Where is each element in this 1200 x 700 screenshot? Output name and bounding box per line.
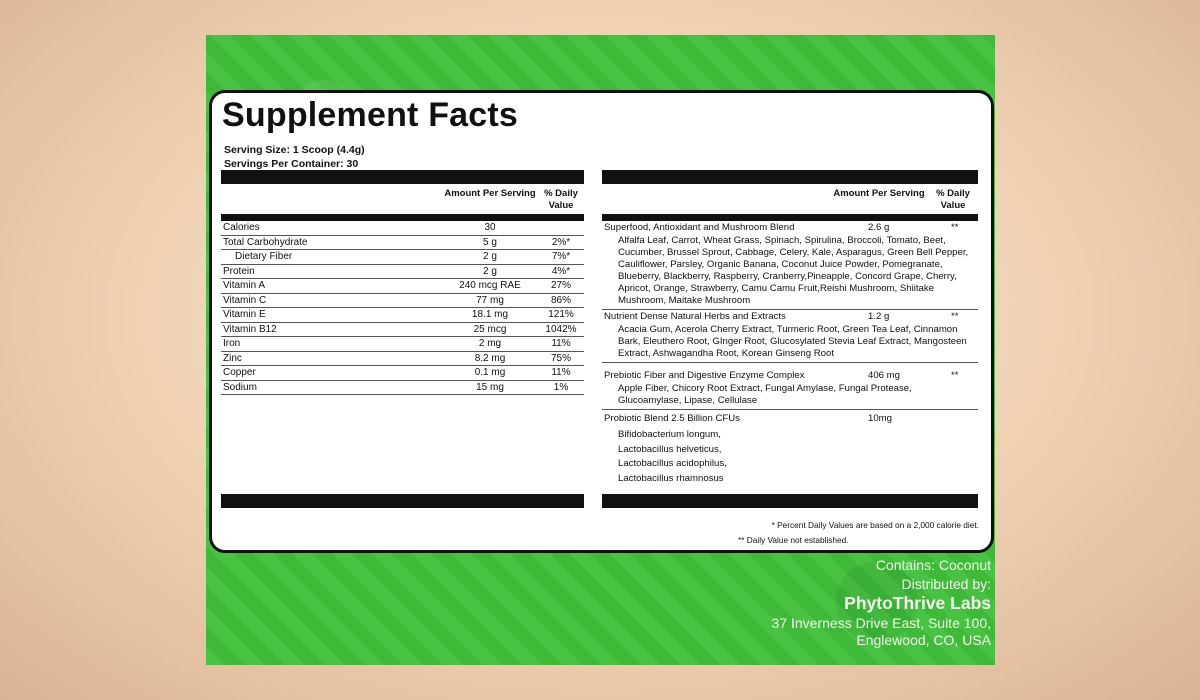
nutrient-name: Vitamin A xyxy=(223,280,266,291)
list-item: Lactobacillus helveticus, xyxy=(618,443,722,455)
nutrient-table xyxy=(221,170,584,508)
nutrient-dv: 2%* xyxy=(551,236,571,248)
blend-superfood xyxy=(602,221,978,310)
table-header-divider xyxy=(602,214,978,221)
nutrient-amount: 2 g xyxy=(483,251,497,262)
table-header xyxy=(602,184,978,214)
blend-table xyxy=(602,170,978,508)
nutrient-dv: 11% xyxy=(551,367,571,378)
table-row xyxy=(221,337,584,352)
blend-probiotic xyxy=(602,412,978,486)
nutrient-dv: 4%* xyxy=(551,265,571,277)
nutrient-name: Iron xyxy=(223,338,241,349)
blend-amount: 10mg xyxy=(868,413,892,424)
blend-amount: 2.6 g xyxy=(868,222,890,233)
serving-size: Serving Size: 1 Scoop (4.4g) xyxy=(224,144,365,156)
nutrient-dv: 27% xyxy=(550,280,571,291)
supplement-facts-panel xyxy=(209,90,994,553)
blend-name: Prebiotic Fiber and Digestive Enzyme Complex xyxy=(604,370,805,381)
table-row xyxy=(221,279,584,294)
blend-name: Nutrient Dense Natural Herbs and Extracts xyxy=(604,311,786,322)
table-row xyxy=(221,352,584,367)
page-title: Supplement Facts xyxy=(222,96,519,134)
daily-value-header: % Daily Value xyxy=(544,188,578,211)
amount-per-serving-header: Amount Per Serving xyxy=(833,188,925,199)
nutrient-dv: 75% xyxy=(550,352,571,364)
nutrient-name: Calories xyxy=(223,222,260,233)
table-row xyxy=(221,250,584,265)
not-established-footnote: ** Daily Value not established. xyxy=(738,535,849,545)
blend-name: Superfood, Antioxidant and Mushroom Blend xyxy=(604,222,795,233)
nutrient-amount: 30 xyxy=(484,222,496,233)
company-name: PhytoThrive Labs xyxy=(844,593,991,613)
daily-value-header: % Daily Value xyxy=(936,188,970,211)
distributed-by-label: Distributed by: xyxy=(901,576,991,592)
nutrient-dv: 7%* xyxy=(551,251,571,262)
table-row xyxy=(221,221,584,236)
address-line-1: 37 Inverness Drive East, Suite 100, xyxy=(771,615,991,631)
table-header xyxy=(221,184,584,214)
nutrient-amount: 2 mg xyxy=(478,338,502,349)
table-row xyxy=(221,308,584,323)
nutrient-name: Protein xyxy=(223,265,255,277)
blend-name: Probiotic Blend 2.5 Billion CFUs xyxy=(604,413,740,424)
product-label xyxy=(206,35,995,665)
nutrient-name: Vitamin E xyxy=(223,309,266,320)
amount-per-serving-header: Amount Per Serving xyxy=(444,188,536,199)
nutrient-amount: 77 mg xyxy=(476,294,504,306)
blend-prebiotic xyxy=(602,369,978,410)
nutrient-name: Zinc xyxy=(223,352,242,364)
blend-rows xyxy=(602,221,978,494)
table-row xyxy=(221,366,584,381)
nutrient-name: Copper xyxy=(223,367,256,378)
probiotic-strains xyxy=(602,428,978,486)
blend-ingredients: Alfalfa Leaf, Carrot, Wheat Grass, Spinach, Spirulina, Broccoli, Tomato, Beet, Cucumber, Brussel Sprout, Cabbage, Celery, Kale, Asparagus, Green Bell Pepper, Cauliflower, Parsley, Organic Banana, Coconut Juice Powder, Pomegranate, Blueberry, Blackberry, Raspberry, Cranberry,Pineapple, Concord Grape, Cherry, Apricot, Orange, Strawberry, Camu Camu Fruit,Reishi Mushroom, Shiitake Mushroom, Maitake Mushroom xyxy=(618,235,969,306)
list-item: Lactobacillus rhamnosus xyxy=(618,472,724,484)
blend-ingredients: Acacia Gum, Acerola Cherry Extract, Turmeric Root, Green Tea Leaf, Cinnamon Bark, Eleuthero Root, GInger Root, Glucosylated Stevia Leaf Extract, Mangosteen Extract, Ashwagandha Root, Korean Ginseng Root xyxy=(618,324,967,359)
address-line-2: Englewood, CO, USA xyxy=(856,632,991,648)
nutrient-name: Vitamin B12 xyxy=(223,323,277,335)
servings-per-container: Servings Per Container: 30 xyxy=(224,158,359,170)
table-row xyxy=(221,265,584,280)
blend-dv: ** xyxy=(951,311,959,322)
table-bottom-bar xyxy=(602,494,978,508)
table-top-bar xyxy=(602,170,978,184)
daily-value-footnote: * Percent Daily Values are based on a 2,000 calorie diet. xyxy=(771,520,979,530)
table-row xyxy=(221,381,584,396)
nutrient-dv: 1042% xyxy=(545,323,577,335)
nutrient-name: Total Carbohydrate xyxy=(223,236,308,248)
list-item: Lactobacillus acidophilus, xyxy=(618,458,727,469)
blend-dv: ** xyxy=(951,370,959,381)
nutrient-amount: 0.1 mg xyxy=(474,367,506,378)
table-header-divider xyxy=(221,214,584,221)
blend-herbs xyxy=(602,310,978,363)
nutrient-name: Vitamin C xyxy=(223,294,267,306)
nutrient-amount: 8.2 mg xyxy=(474,352,506,364)
nutrient-amount: 25 mcg xyxy=(473,323,507,335)
nutrient-dv: 86% xyxy=(550,294,571,306)
nutrient-name: Dietary Fiber xyxy=(235,251,293,262)
blend-dv: ** xyxy=(951,222,959,233)
table-row xyxy=(221,323,584,338)
blend-amount: 406 mg xyxy=(868,370,900,381)
table-row xyxy=(221,236,584,251)
nutrient-dv: 11% xyxy=(551,338,571,349)
nutrient-rows xyxy=(221,221,584,494)
table-row xyxy=(221,294,584,309)
table-top-bar xyxy=(221,170,584,184)
list-item: Bifidobacterium longum, xyxy=(618,429,721,440)
nutrient-amount: 15 mg xyxy=(476,381,504,393)
table-bottom-bar xyxy=(221,494,584,508)
blend-amount: 1.2 g xyxy=(868,311,890,322)
nutrient-amount: 18.1 mg xyxy=(471,309,509,320)
nutrient-amount: 2 g xyxy=(483,265,497,277)
nutrient-amount: 240 mcg RAE xyxy=(459,280,521,291)
allergen-statement: Contains: Coconut xyxy=(875,557,991,573)
nutrient-dv: 121% xyxy=(548,309,574,320)
nutrient-name: Sodium xyxy=(223,381,257,393)
blend-ingredients: Apple Fiber, Chicory Root Extract, Fungal Amylase, Fungal Protease, Glucoamylase, Lipase, Cellulase xyxy=(618,383,912,406)
nutrient-amount: 5 g xyxy=(483,236,497,248)
nutrient-dv: 1% xyxy=(553,381,569,393)
